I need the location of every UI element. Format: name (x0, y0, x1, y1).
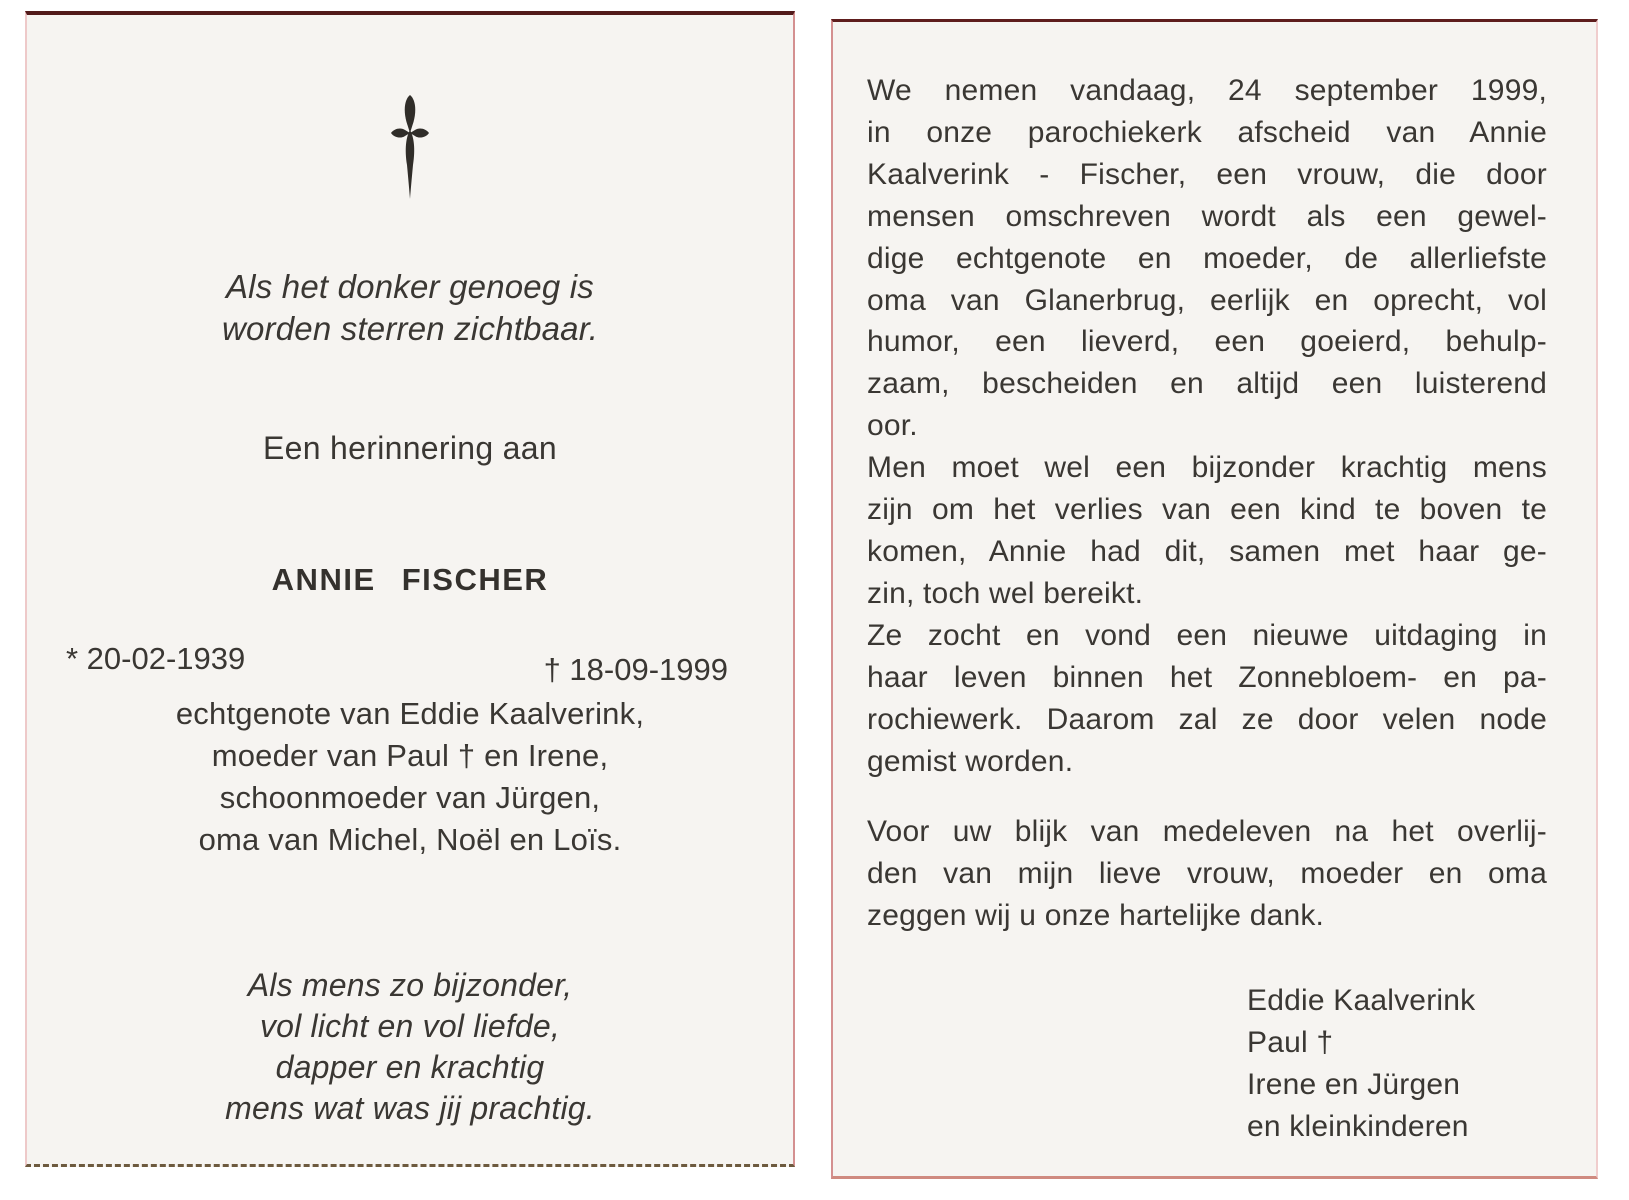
family-line: echtgenote van Eddie Kaalverink, (175, 696, 645, 731)
intro-text: Een herinnering aan (263, 430, 557, 466)
text-line: in onze parochiekerk afscheid van Annie (867, 115, 1547, 149)
death-date: † 18-09-1999 (543, 652, 728, 687)
family-line: moeder van Paul † en Irene, (211, 738, 609, 773)
signature-block (1247, 980, 1547, 1148)
text-line: rochiewerk. Daarom zal ze door velen node (867, 702, 1547, 736)
memorial-cross-icon (27, 91, 793, 208)
text-line: zeggen wij u onze hartelijke dank. (867, 899, 1325, 933)
text-line: Kaalverink - Fischer, een vrouw, die door (867, 157, 1547, 191)
text-line: oma van Glanerbrug, eerlijk en oprecht, vol (867, 283, 1547, 317)
text-line: oor. (867, 409, 918, 443)
text-line: haar leven binnen het Zonnebloem- en pa- (867, 660, 1547, 694)
text-line: komen, Annie had dit, samen met haar ge- (867, 534, 1547, 568)
memorial-text (867, 70, 1547, 1148)
signature-line: Irene en Jürgen (1247, 1067, 1461, 1101)
deceased-name: ANNIE FISCHER (271, 562, 549, 597)
signature-line: en kleinkinderen (1247, 1109, 1469, 1143)
quote-line: Als het donker genoeg is (225, 268, 595, 305)
text-line: den van mijn lieve vrouw, moeder en oma (867, 857, 1547, 891)
text-line: gemist worden. (867, 744, 1074, 778)
memorial-card-front (25, 11, 795, 1167)
text-line: Men moet wel een bijzonder krachtig mens (867, 451, 1547, 485)
signature-line: Eddie Kaalverink (1247, 984, 1476, 1018)
family-line: oma van Michel, Noël en Loïs. (198, 822, 622, 857)
thanks-paragraph (867, 811, 1547, 937)
memorial-paragraphs (867, 70, 1547, 782)
text-line: We nemen vandaag, 24 september 1999, (867, 74, 1547, 107)
life-dates (27, 641, 793, 687)
memorial-card-back (831, 19, 1598, 1179)
memorial-poem (27, 965, 793, 1129)
poem-line: mens wat was jij prachtig. (225, 1090, 595, 1126)
text-line: zin, toch wel bereikt. (867, 576, 1144, 610)
text-line: humor, een lieverd, een goeierd, behulp- (867, 325, 1547, 359)
text-line: zaam, bescheiden en altijd een luisterend (867, 367, 1547, 401)
text-line: mensen omschreven wordt als een gewel- (867, 199, 1547, 233)
text-line: Voor uw blijk van medeleven na het overlij- (867, 815, 1547, 849)
text-line: dige echtgenote en moeder, de allerliefste (867, 241, 1547, 275)
text-line: Ze zocht en vond een nieuwe uitdaging in (867, 618, 1547, 652)
signature-line: Paul † (1247, 1026, 1334, 1060)
poem-line: vol licht en vol liefde, (259, 1008, 561, 1044)
poem-line: Als mens zo bijzonder, (247, 967, 573, 1003)
quote-line: worden sterren zichtbaar. (221, 310, 599, 347)
opening-quote (27, 266, 793, 350)
text-line: zijn om het verlies van een kind te boven te (867, 493, 1547, 527)
family-line: schoonmoeder van Jürgen, (219, 780, 601, 815)
birth-date: * 20-02-1939 (66, 641, 246, 676)
poem-line: dapper en krachtig (275, 1049, 545, 1085)
family-relations (27, 693, 793, 861)
